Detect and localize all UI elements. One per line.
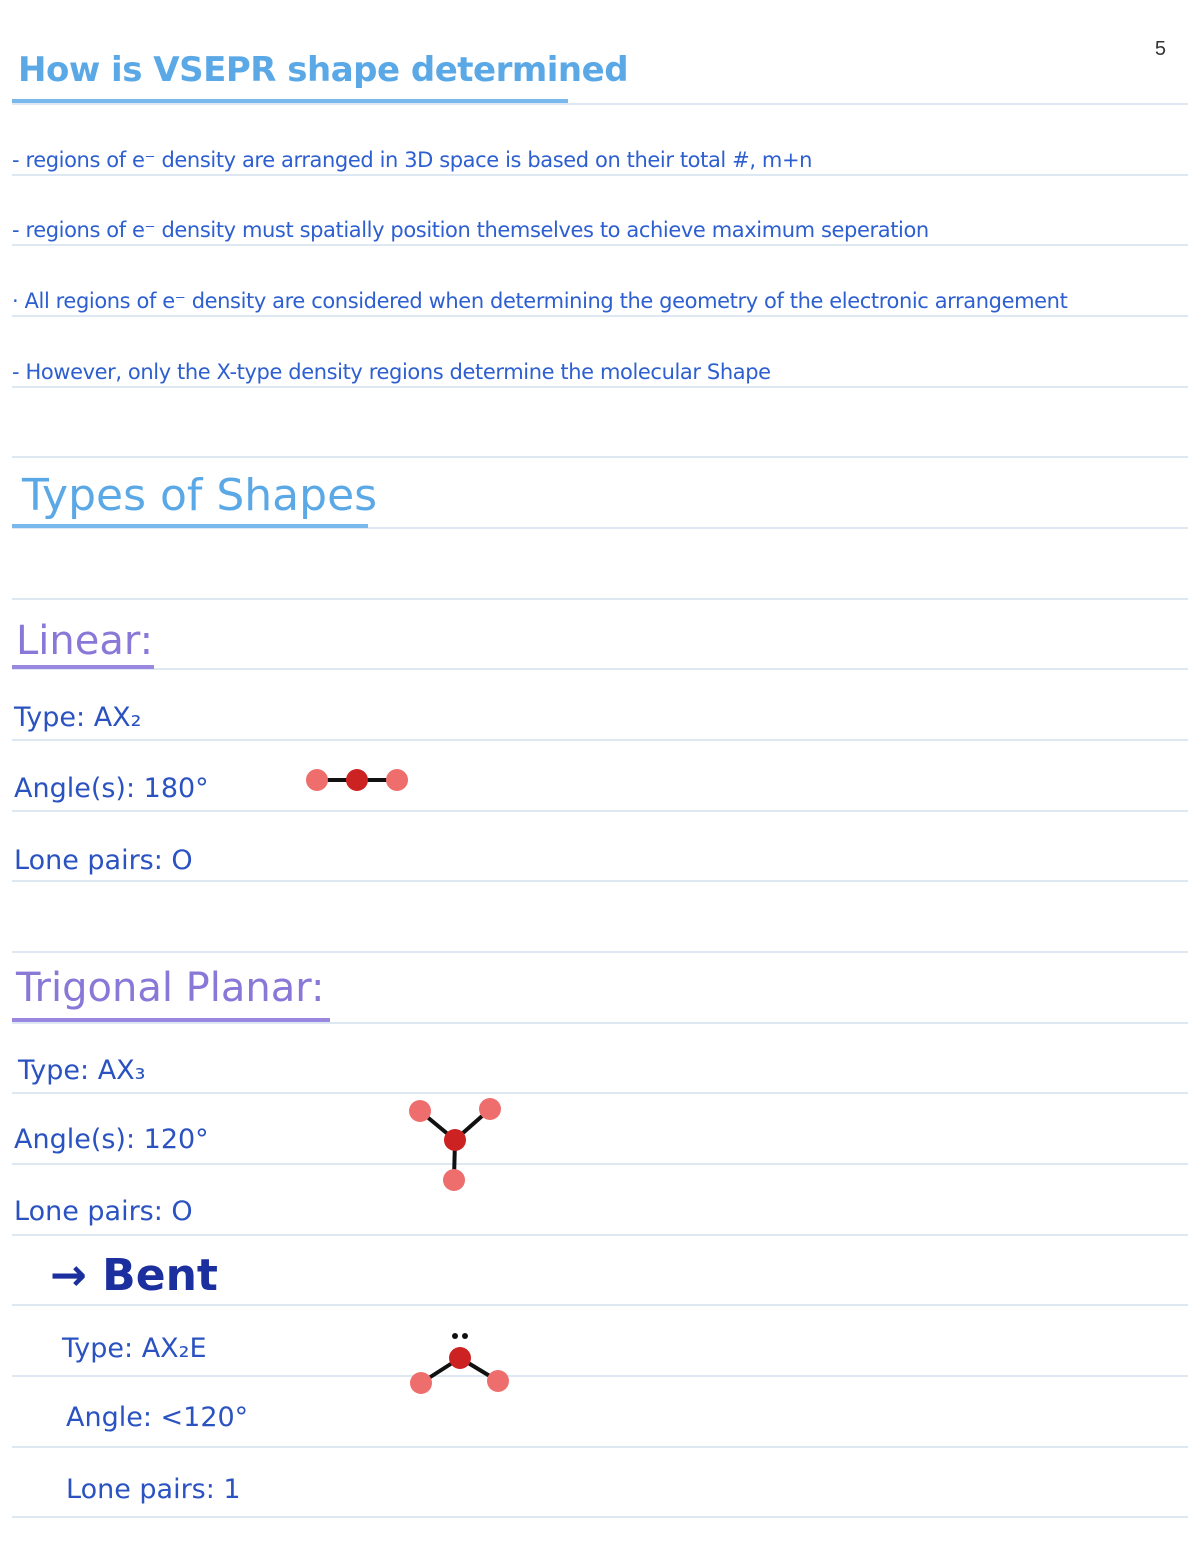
- linear-molecule-diagram: [300, 762, 420, 798]
- outer-atom: [386, 769, 408, 791]
- linear-heading: Linear:: [16, 618, 154, 664]
- outer-atom: [487, 1370, 509, 1392]
- ruled-line: [12, 951, 1188, 953]
- trigonal-planar-molecule-diagram: [400, 1092, 510, 1196]
- ruled-line: [12, 174, 1188, 176]
- lone-pair-dot: [462, 1333, 468, 1339]
- ruled-line: [12, 810, 1188, 812]
- ruled-line: [12, 1163, 1188, 1165]
- trigonal-planar-type: Type: AX₃: [18, 1055, 146, 1086]
- ruled-line: [12, 1375, 1188, 1377]
- outer-atom: [410, 1372, 432, 1394]
- ruled-line: [12, 739, 1188, 741]
- ruled-line: [12, 386, 1188, 388]
- bent-molecule-diagram: [400, 1326, 520, 1402]
- outer-atom: [479, 1098, 501, 1120]
- outer-atom: [443, 1169, 465, 1191]
- note-line-3: · All regions of e⁻ density are considered when determining the geometry of the electronic arrangement: [12, 289, 1068, 313]
- central-atom: [346, 769, 368, 791]
- ruled-line: [12, 1516, 1188, 1518]
- trigonal-planar-underline: [12, 1018, 330, 1022]
- trigonal-planar-heading: Trigonal Planar:: [16, 965, 325, 1011]
- ruled-line: [12, 103, 1188, 105]
- bent-lone-pairs: Lone pairs: 1: [66, 1474, 241, 1505]
- lone-pair-dot: [452, 1333, 458, 1339]
- note-line-2: - regions of e⁻ density must spatially position themselves to achieve maximum seperation: [12, 218, 929, 242]
- linear-angle: Angle(s): 180°: [14, 773, 209, 804]
- page-number: 5: [1154, 38, 1166, 60]
- ruled-line: [12, 1092, 1188, 1094]
- ruled-line: [12, 1446, 1188, 1448]
- outer-atom: [306, 769, 328, 791]
- central-atom: [444, 1129, 466, 1151]
- trigonal-planar-angle: Angle(s): 120°: [14, 1124, 209, 1155]
- ruled-line: [12, 668, 1188, 670]
- note-line-4: - However, only the X-type density regions determine the molecular Shape: [12, 360, 771, 384]
- linear-lone-pairs: Lone pairs: O: [14, 845, 193, 876]
- ruled-line: [12, 244, 1188, 246]
- ruled-line: [12, 315, 1188, 317]
- ruled-line: [12, 1022, 1188, 1024]
- bent-type: Type: AX₂E: [62, 1333, 207, 1364]
- note-line-1: - regions of e⁻ density are arranged in 3D space is based on their total #, m+n: [12, 148, 813, 172]
- linear-type: Type: AX₂: [14, 702, 142, 733]
- linear-underline: [12, 665, 154, 669]
- ruled-line: [12, 1234, 1188, 1236]
- section-heading: Types of Shapes: [22, 470, 378, 521]
- title-underline: [12, 99, 568, 103]
- ruled-line: [12, 456, 1188, 458]
- ruled-line: [12, 598, 1188, 600]
- page-title: How is VSEPR shape determined: [18, 50, 629, 90]
- trigonal-planar-lone-pairs: Lone pairs: O: [14, 1196, 193, 1227]
- ruled-line: [12, 880, 1188, 882]
- ruled-line: [12, 1304, 1188, 1306]
- central-atom: [449, 1347, 471, 1369]
- outer-atom: [409, 1100, 431, 1122]
- section-underline: [12, 524, 368, 528]
- bent-angle: Angle: <120°: [66, 1402, 249, 1433]
- bent-heading: → Bent: [50, 1250, 218, 1301]
